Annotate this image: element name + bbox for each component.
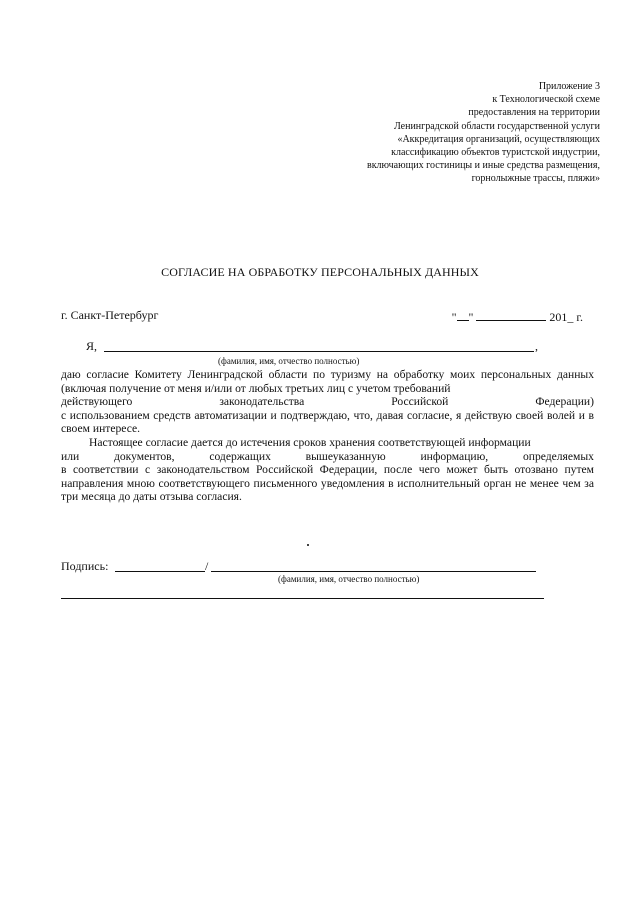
signature-row [61, 559, 209, 574]
word: Федерации) [535, 395, 594, 409]
date-field [452, 309, 583, 325]
validity-paragraph-start: Настоящее согласие дается до истечения сроков хранения соответствующей информации [89, 435, 531, 449]
word: содержащих [209, 449, 271, 463]
appendix-line: Ленинградской области государственной услуги [393, 120, 600, 132]
appendix-line: включающих гостиницы и иные средства размещения, [366, 160, 600, 172]
word: документов, [113, 449, 175, 463]
signature-name-blank[interactable] [211, 571, 536, 572]
date-close-quote: " [468, 310, 474, 324]
day-blank[interactable] [457, 309, 469, 321]
consent-body [61, 368, 594, 504]
bottom-rule [61, 598, 544, 599]
city-label: г. Санкт-Петербург [61, 308, 159, 322]
signature-slash: / [205, 559, 209, 573]
word: определяемых [522, 449, 594, 463]
month-blank[interactable] [476, 309, 546, 321]
appendix-header [280, 80, 600, 186]
ya-label: Я, [86, 339, 98, 353]
document-title: СОГЛАСИЕ НА ОБРАБОТКУ ПЕРСОНАЛЬНЫХ ДАННЫХ [161, 265, 479, 279]
validity-justified-line [61, 450, 594, 464]
appendix-line: предоставления на территории [468, 107, 600, 119]
name-row [86, 339, 546, 355]
appendix-line: горнолыжные трассы, пляжи» [471, 173, 600, 185]
name-comma: , [535, 339, 538, 353]
consent-justified-line [61, 395, 594, 409]
appendix-line: Приложение 3 [538, 81, 600, 92]
date-open-quote: " [451, 310, 457, 324]
word: вышеуказанную [305, 449, 386, 463]
appendix-line: к Технологической схеме [492, 94, 600, 106]
appendix-line: «Аккредитация организаций, осуществляющих [397, 133, 600, 145]
word: действующего [61, 395, 133, 409]
validity-paragraph-end: в соответствии с законодательством Российской Федерации, после чего может быть отозвано путем направления мною соответствующего письменного уведомления в исполнительный орган не менее чем за три месяца до даты отзыва согласия. [61, 463, 594, 504]
consent-paragraph-start: даю согласие Комитету Ленинградской области по туризму на обработку моих персональных данных (включая получение от меня и/или от любых третьих лиц с учетом требований [61, 368, 594, 395]
date-year: 201_ г. [549, 310, 583, 324]
word: Российской [391, 395, 449, 409]
signature-label: Подпись: [61, 559, 109, 573]
appendix-line: классификацию объектов туристской индустрии, [391, 147, 600, 159]
stray-dot [307, 544, 309, 546]
full-name-hint: (фамилия, имя, отчество полностью) [218, 356, 360, 366]
word: или [61, 449, 80, 463]
signature-blank[interactable] [115, 571, 205, 572]
word: информацию, [420, 449, 489, 463]
full-name-blank[interactable] [104, 351, 534, 352]
signature-name-hint: (фамилия, имя, отчество полностью) [278, 574, 420, 584]
word: законодательства [219, 395, 305, 409]
consent-paragraph-end: с использованием средств автоматизации и подтверждаю, что, давая согласие, я действую своей волей и в своем интересе. [61, 408, 594, 436]
